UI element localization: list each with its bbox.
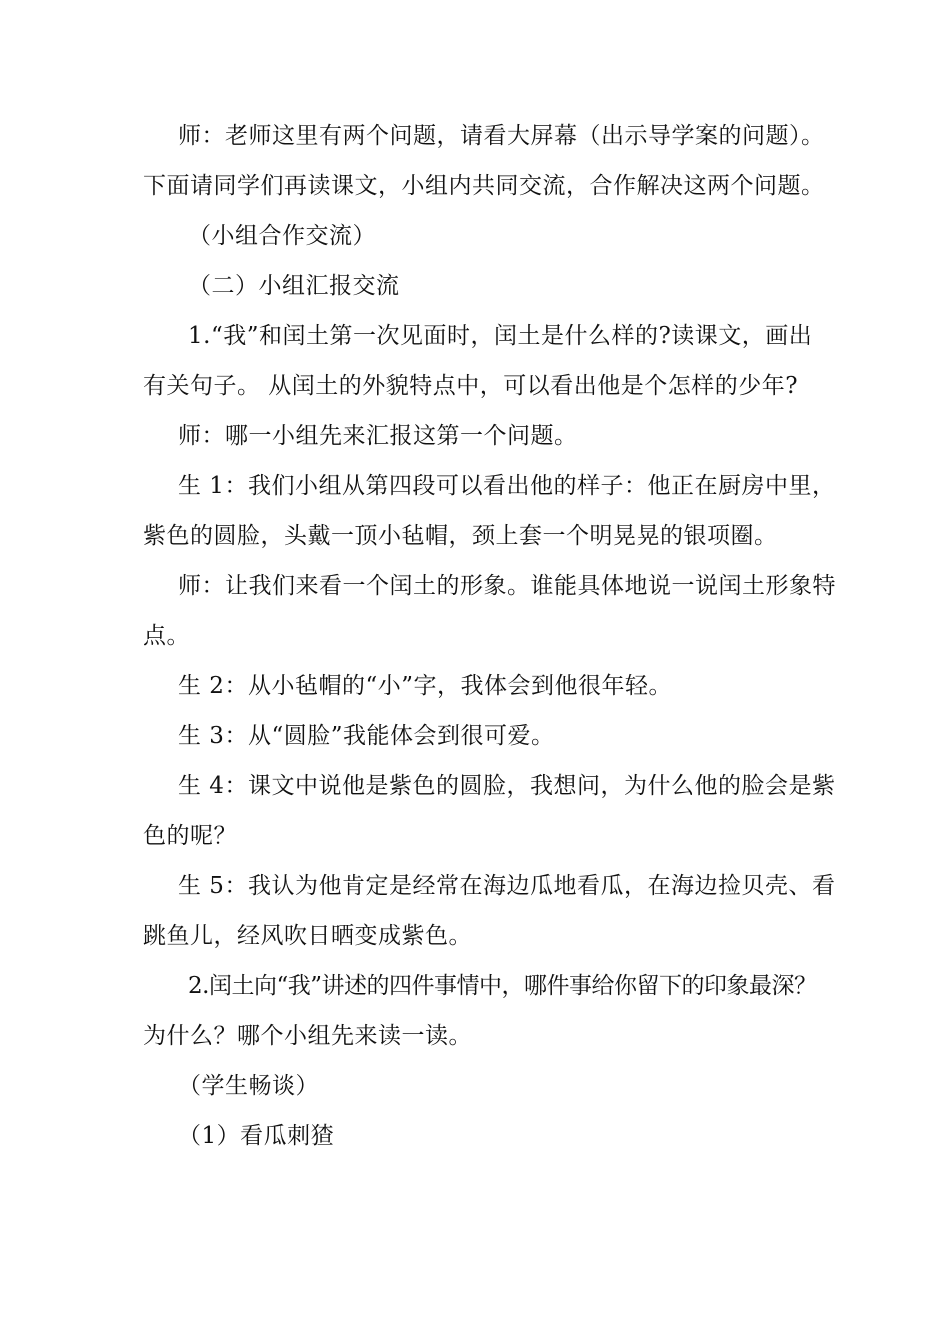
paragraph-line: 跳鱼儿，经风吹日晒变成紫色。: [143, 923, 472, 949]
paragraph-line: 点。: [143, 623, 190, 649]
paragraph-line: 师：老师这里有两个问题，请看大屏幕（出示导学案的问题）。: [178, 123, 825, 149]
section-heading: （二）小组汇报交流: [188, 273, 400, 299]
paragraph-line: 生 1：我们小组从第四段可以看出他的样子：他正在厨房中里，: [178, 473, 836, 499]
subsection-heading: （1）看瓜刺猹: [178, 1123, 335, 1149]
question-line: 有关句子。 从闰土的外貌特点中，可以看出他是个怎样的少年?: [143, 373, 799, 399]
paragraph-line: 生 3：从“圆脸”我能体会到很可爱。: [178, 723, 555, 749]
paragraph-line: （学生畅谈）: [178, 1073, 319, 1099]
paragraph-line: （小组合作交流）: [188, 223, 376, 249]
question-line: 1.“我”和闰土第一次见面时，闰土是什么样的?读课文，画出: [188, 323, 813, 349]
paragraph-line: 下面请同学们再读课文，小组内共同交流，合作解决这两个问题。: [143, 173, 825, 199]
paragraph-line: 生 5：我认为他肯定是经常在海边瓜地看瓜，在海边捡贝壳、看: [178, 873, 836, 899]
question-line: 为什么？哪个小组先来读一读。: [143, 1023, 472, 1049]
paragraph-line: 生 2：从小毡帽的“小”字，我体会到他很年轻。: [178, 673, 672, 699]
question-line: 2.闰土向“我”讲述的四件事情中，哪件事给你留下的印象最深？: [188, 973, 817, 999]
paragraph-line: 师：哪一小组先来汇报这第一个问题。: [178, 423, 578, 449]
paragraph-line: 紫色的圆脸，头戴一顶小毡帽，颈上套一个明晃晃的银项圈。: [143, 523, 778, 549]
paragraph-line: 色的呢？: [143, 823, 237, 849]
paragraph-line: 师：让我们来看一个闰土的形象。谁能具体地说一说闰土形象特: [178, 573, 836, 599]
paragraph-line: 生 4：课文中说他是紫色的圆脸，我想问，为什么他的脸会是紫: [178, 773, 836, 799]
